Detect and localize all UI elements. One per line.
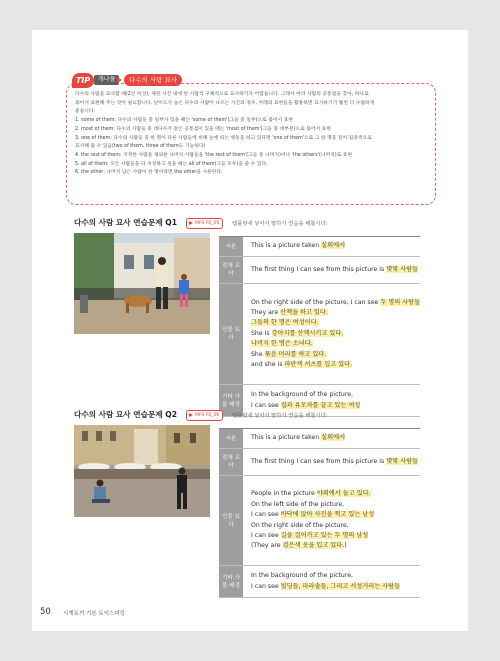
template-text: They are [251,308,281,316]
tip-line: 3. one of them: 다수의 사람들 중 한 명이 다른 사람들에 비해 눈에 띄는 행동을 하고 있다면 'one of them'으로 그 한 명을 짚어 집중적으로 [75,135,372,141]
row-content [243,449,420,475]
content-line [251,457,420,467]
tip-line: 2. most of them: 다수의 사람들 중 대다수가 같은 공통점이 있을 때는 'most of them'(그들 중 대부분)으로 묶어서 표현 [75,126,331,132]
template-text: I can see [251,531,281,539]
q1-title: 다수의 사람 묘사 연습문제 Q1 [74,218,178,227]
content-line [251,489,420,499]
answer-highlight: 검은색 옷을 입고 있다. [282,542,345,550]
answer-highlight: 실외에서 [321,434,346,442]
tip-topic: 다수의 사람 묘사 [124,74,182,86]
content-line [251,500,420,510]
template-text: I can see [251,401,281,409]
template-text: ) [344,542,347,550]
answer-highlight: 몇몇 사람들 [386,457,419,465]
template-text: On the right side of the picture, [251,521,349,529]
row-content [243,429,420,448]
content-line [251,350,420,360]
answer-highlight: 실외에서 [321,242,346,250]
q1-instruction: 템플릿에 넣어서 말하기 연습을 해봅시다. [232,221,328,227]
q1-audio-badge[interactable]: MP3 P2_05 [186,218,223,229]
content-line [251,401,420,411]
content-line [251,510,420,520]
row-label: 기타 사물 배경 [219,385,243,416]
content-line [251,571,420,581]
content-line [251,582,420,592]
table-row [219,284,420,385]
play-icon [189,413,193,417]
row-content [243,257,420,283]
tip-line: 1. some of them: 다수의 사람들 중 일부가 있을 때는 'some of them'(그들 중 일부)으로 묶어서 표현 [75,118,293,124]
template-text: In the background of the picture, [251,391,354,399]
tip-line: 4. the rest of them: 지정한 사람을 제외한 나머지 사람들을 'the rest of them'(그들 중 나머지)이나 'the others'(나머지)로 표현 [75,152,353,158]
template-text: She is [251,329,272,337]
table-row [219,429,420,449]
template-text: In the background of the picture, [251,572,354,580]
answer-highlight: 두 명의 사람들 [380,298,421,306]
q2-table [219,428,420,598]
answer-highlight: 그들의 한 명은 여성이다. [251,319,319,327]
row-label: 기타 사물 배경 [219,566,243,597]
content-line [251,521,420,531]
page-number: 50 [40,607,51,617]
answer-highlight: 산책을 하고 있다. [280,308,328,316]
q2-instruction: 템플릿에 넣어서 말하기 연습을 해봅시다. [232,413,328,419]
content-line [251,329,420,339]
tip-line: 다수의 사람을 묘사할 때(2인 이상), 제한 시간 내에 한 사람씩 구체적으로 묘사하기가 어렵습니다. 그래서 여러 사람의 공통점을 찾아, 하나로 [75,92,369,97]
tip-line: 좋습니다. [75,109,96,115]
tip-line: 5. all of them: 모든 사람들을 다 지칭하고 싶을 때는 all of them(그들 모두)을 쓸 수 있다. [75,161,268,167]
row-label: 서론 [219,429,243,448]
tip-text [75,91,429,178]
book-title: 시계토끼 기본 토익스피킹 [63,611,125,617]
content-line [251,531,420,541]
row-label: 인물 묘사 [219,284,243,384]
q2-photo [74,425,210,517]
template-text: I can see [251,511,281,519]
content-line [251,318,420,328]
q2-title: 다수의 사람 묘사 연습문제 Q2 [74,410,178,419]
answer-highlight: 강아지를 산책시키고 있다. [271,329,344,337]
template-text: and she is [251,361,285,369]
row-content [243,476,420,565]
row-label: 서론 [219,237,243,256]
tip-line: 묶어서 표현해 주는 것이 필요합니다. 난이도가 높은 다수의 사람이 나오는 사진의 경우, 아래의 표현들을 활용하면 묘사하기가 훨씬 더 수월하게 [75,100,375,106]
table-row [219,476,420,566]
template-text: The first thing I can see from this picture is [251,457,387,465]
q1-photo [74,233,210,334]
table-row [219,257,420,284]
q1-table [219,236,420,417]
row-label: 전체 요약 [219,449,243,475]
answer-highlight: 길을 걸어가고 있는 두 명의 남성 [280,531,369,539]
template-text: This is a picture taken [251,242,322,250]
row-label: 전체 요약 [219,257,243,283]
template-text: On the right side of the picture, I can see [251,298,381,306]
row-content [243,284,420,384]
table-row [219,566,420,598]
tip-badge: TIP [72,73,94,88]
arrow-icon [117,77,122,83]
answer-highlight: 집과 유모차를 끌고 있는 여성 [280,401,361,409]
template-text: On the left side of the picture, [251,500,345,508]
template-text: I can see [251,582,281,590]
content-line [251,241,420,251]
content-line [251,339,420,349]
content-line [251,360,420,370]
answer-highlight: 파란색 셔츠를 입고 있다. [284,361,353,369]
answer-highlight: 야외에서 놀고 있다. [316,490,371,498]
template-text: The first thing I can see from this picture is [251,265,387,273]
answer-highlight: 나머지 한 명은 소녀다. [251,340,313,348]
table-row [219,449,420,476]
content-line [251,298,420,308]
content-line [251,390,420,400]
play-icon [189,221,193,225]
row-content [243,237,420,256]
template-text: People in the picture [251,490,317,498]
answer-highlight: 몇몇 사람들 [386,265,419,273]
q2-audio-badge[interactable]: MP3 P2_06 [186,410,223,421]
template-text: (They are [251,542,283,550]
content-line [251,433,420,443]
row-label: 인물 묘사 [219,476,243,565]
row-content [243,566,420,597]
tip-line: 묘사해 줄 수 있음(two of them, three of them도 가능하다) [75,144,206,150]
template-text: She [251,350,265,358]
table-row [219,237,420,257]
tip-line: 6. the other: 나머지 남은 사람이 한 명이라면 the other을 사용한다. [75,170,223,176]
answer-highlight: 묶음 머리를 하고 있다. [264,350,327,358]
content-line [251,265,420,275]
answer-highlight: 빌딩들, 파라솔들, 그리고 서성거리는 사람들 [280,582,401,590]
content-line [251,308,420,318]
tip-note: 개나풀 [94,75,119,85]
answer-highlight: 바닥에 앉아 사진을 찍고 있는 남성 [280,511,375,519]
template-text: This is a picture taken [251,434,322,442]
content-line [251,541,420,551]
